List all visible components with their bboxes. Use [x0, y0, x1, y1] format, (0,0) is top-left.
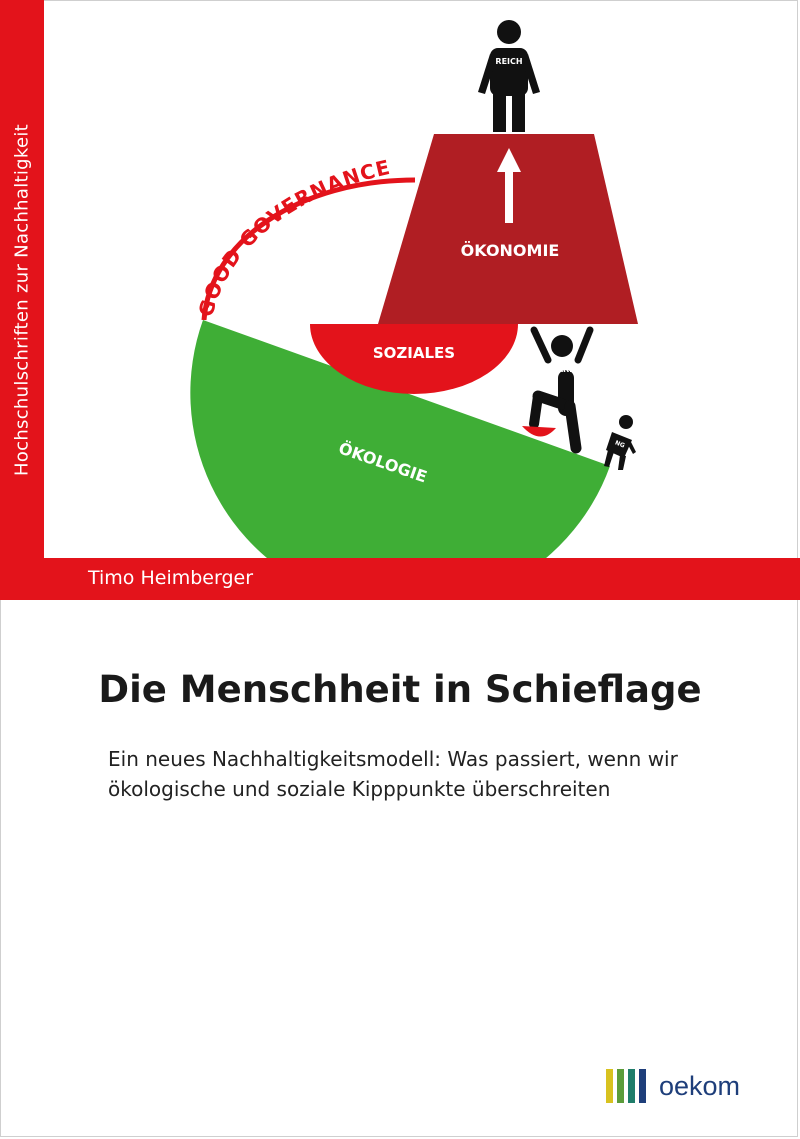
series-label: Hochschulschriften zur Nachhaltigkeit — [11, 123, 33, 477]
social-label: SOZIALES — [372, 344, 456, 362]
child-label: NG — [613, 439, 626, 450]
sustainability-illustration — [0, 0, 800, 560]
tipping-wedge — [522, 426, 556, 437]
economy-label: ÖKONOMIE — [460, 241, 560, 260]
rich-label: REICH — [495, 57, 523, 66]
logo-bar-green — [617, 1069, 624, 1103]
ecology-label: ÖKOLOGIE — [336, 438, 430, 487]
logo-bar-blue — [639, 1069, 646, 1103]
book-subtitle — [108, 744, 748, 804]
poor-person-head — [551, 335, 573, 357]
subtitle-line-2: ökologische und soziale Kipppunkte überschreiten — [108, 777, 611, 801]
subtitle-line-1: Ein neues Nachhaltigkeitsmodell: Was passiert, wenn wir — [108, 747, 678, 771]
book-title: Die Menschheit in Schieflage — [98, 668, 702, 711]
logo-bar-yellow — [606, 1069, 613, 1103]
governance-label: GOOD GOVERNANCE — [193, 154, 393, 320]
poor-label: ARM — [556, 365, 578, 374]
rich-person-icon — [478, 20, 540, 132]
publisher-name: oekom — [659, 1071, 741, 1101]
logo-bar-teal — [628, 1069, 635, 1103]
author-band — [0, 558, 800, 600]
author-name: Timo Heimberger — [88, 567, 254, 589]
